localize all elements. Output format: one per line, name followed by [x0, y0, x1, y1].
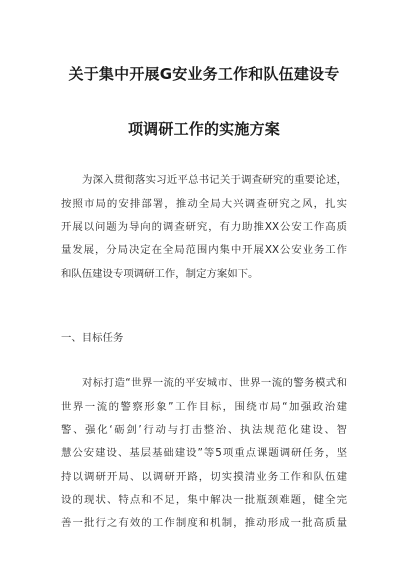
section-paragraph-line: 慧公安建设、基层基础建设”等5项重点课题调研任务，坚: [61, 447, 347, 459]
document-title-line-2: 项调研工作的实施方案: [127, 120, 280, 138]
section-paragraph-line: 警、强化‘砺剑’行动与打击整治、执法规范化建设、智: [61, 424, 347, 436]
intro-paragraph-line: 开展以问题为导向的调查研究，有力助推XX公安工作高质: [61, 221, 347, 233]
intro-paragraph-line: 按照市局的安排部署，推动全局大兴调查研究之风，扎实: [61, 198, 347, 210]
intro-paragraph-line: 为深入贯彻落实习近平总书记关于调查研究的重要论述，: [82, 174, 347, 186]
section-paragraph-line: 善一批行之有效的工作制度和机制，推动形成一批高质量: [61, 517, 347, 529]
section-heading: 一、目标任务: [61, 332, 124, 344]
section-paragraph-line: 持以调研开局、以调研开路，切实摸清业务工作和队伍建: [61, 471, 347, 483]
section-paragraph-line: 世界一流的警察形象”工作目标，围绕市局“加强政治建: [61, 401, 347, 413]
intro-paragraph-line: 和队伍建设专项调研工作，制定方案如下。: [61, 268, 259, 280]
intro-paragraph-line: 量发展，分局决定在全局范围内集中开展XX公安业务工作: [61, 244, 347, 256]
section-paragraph-line: 对标打造“世界一流的平安城市、世界一流的警务模式和: [82, 377, 347, 389]
document-title-line-1: 关于集中开展G安业务工作和队伍建设专: [68, 65, 340, 83]
section-paragraph-line: 设的现状、特点和不足，集中解决一批瓶颈难题，健全完: [61, 494, 347, 506]
